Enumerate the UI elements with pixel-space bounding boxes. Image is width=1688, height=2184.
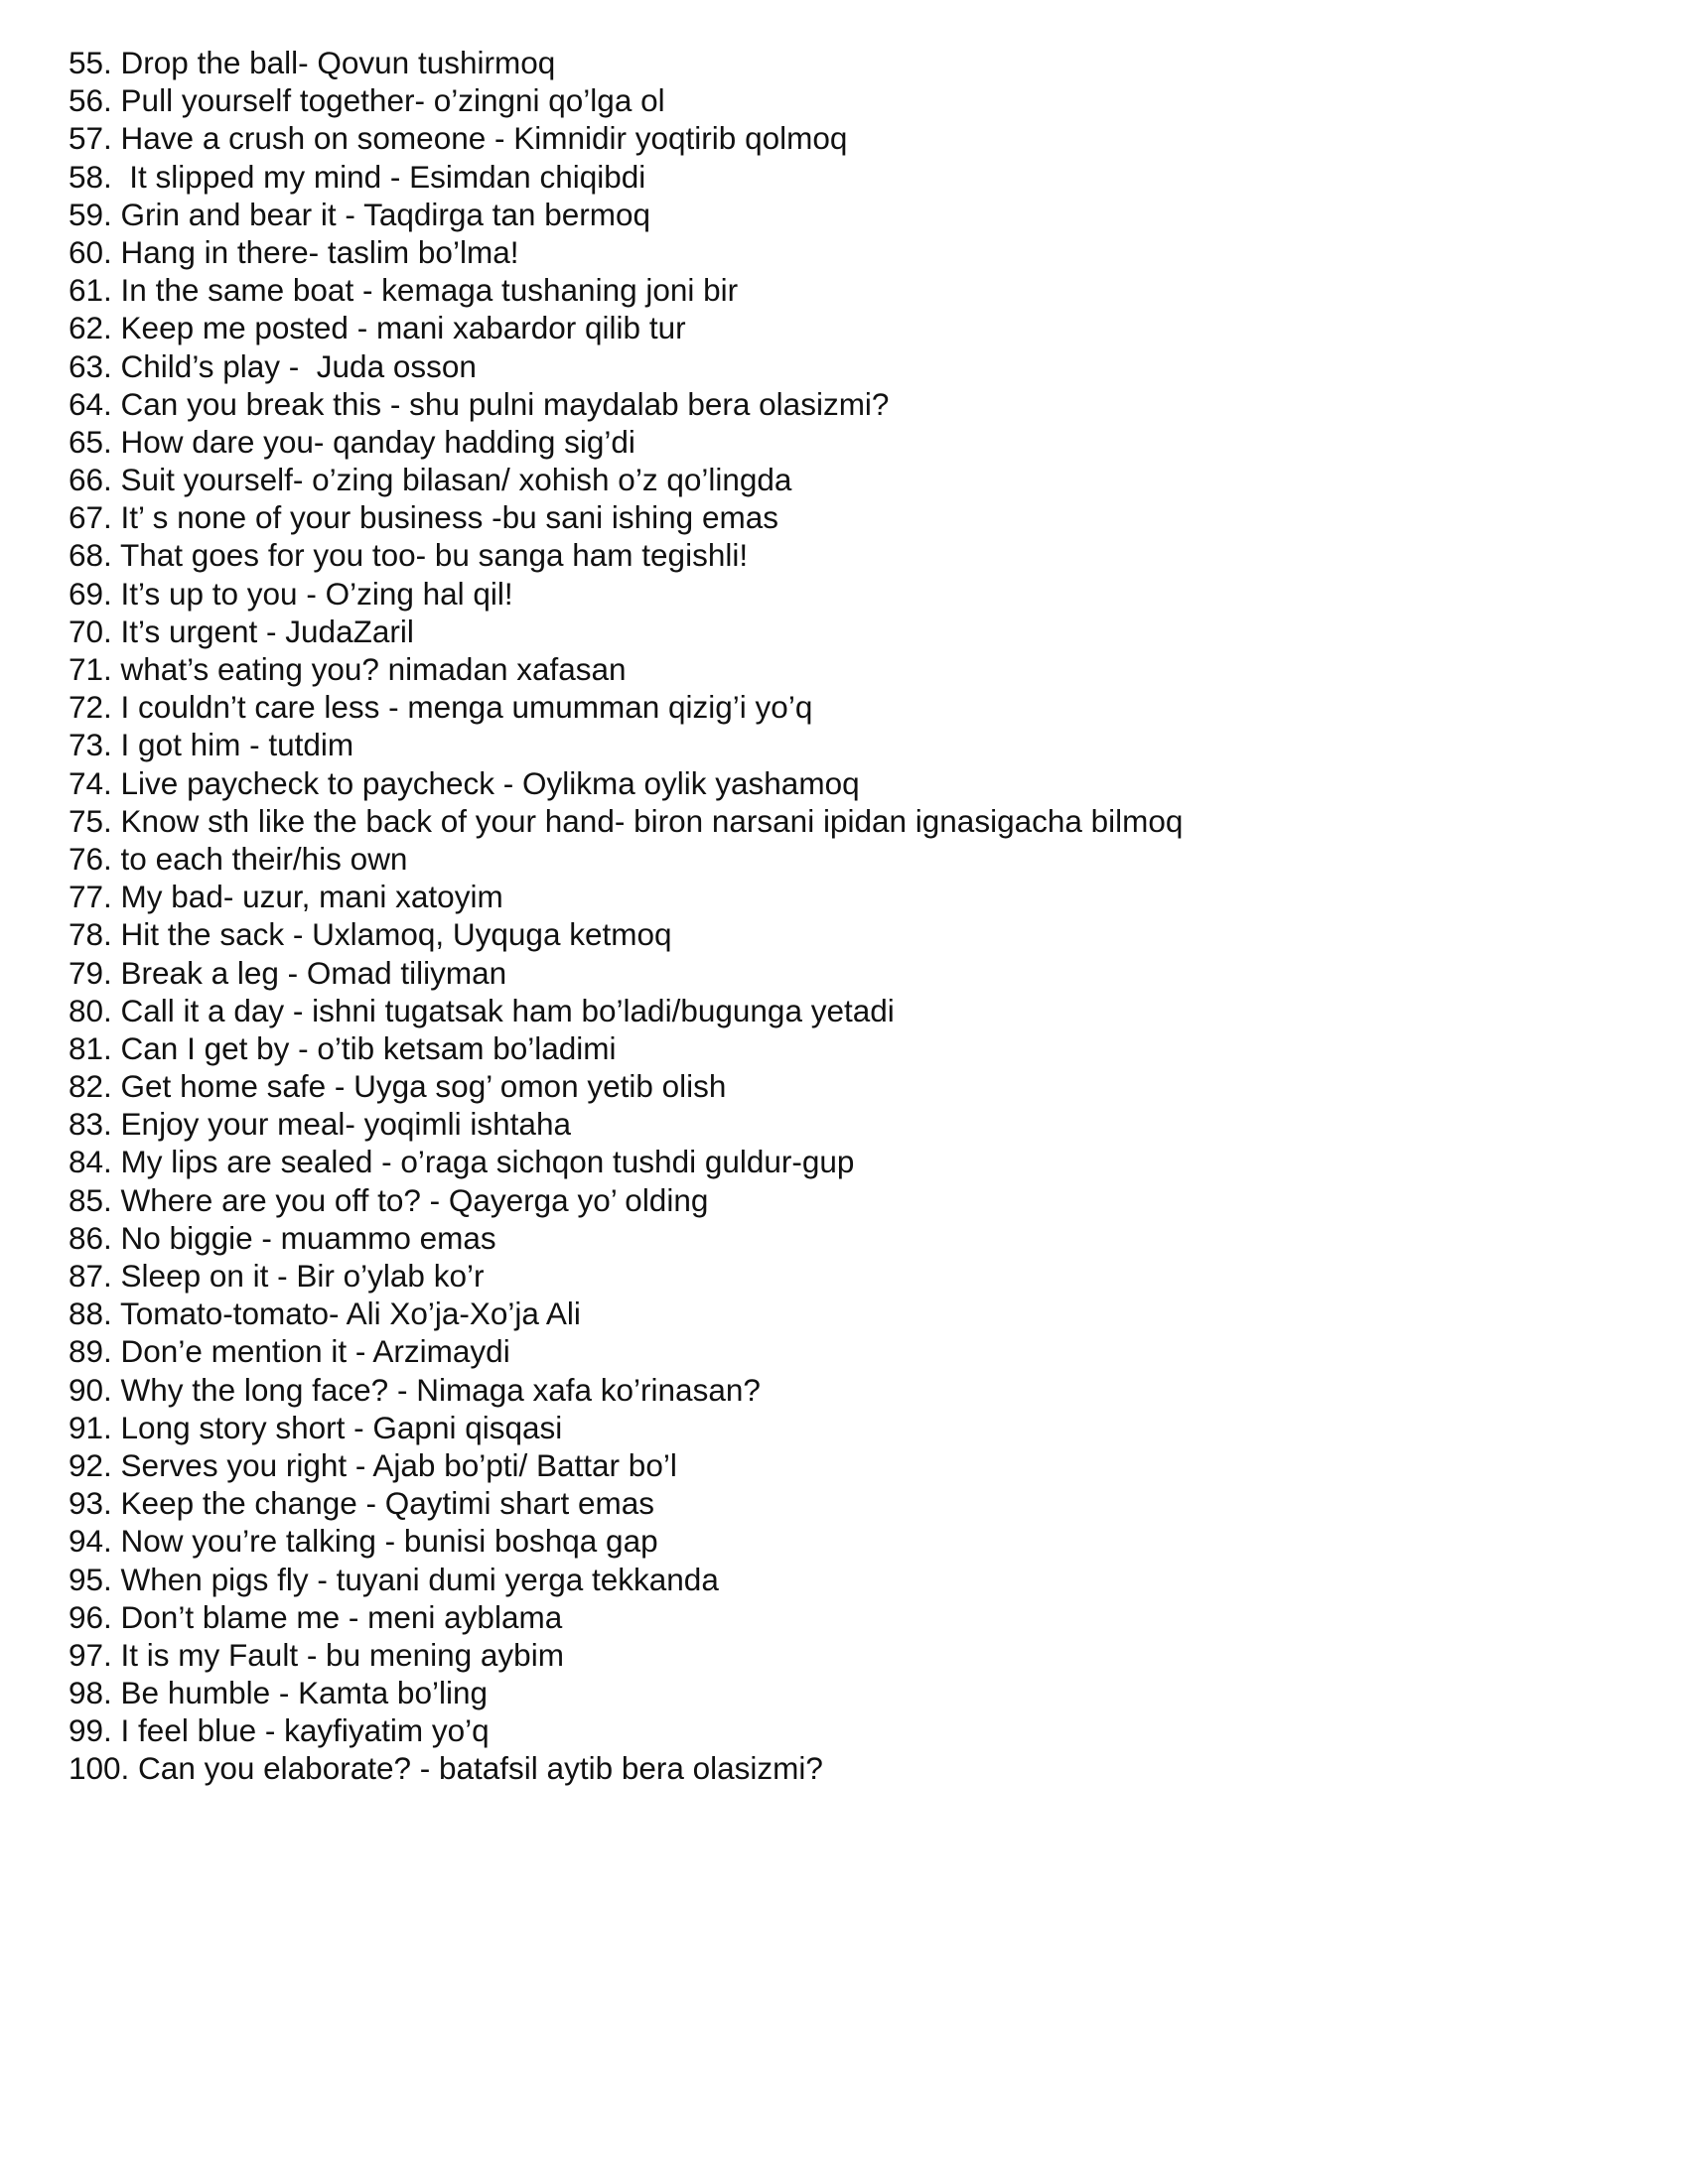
list-item: 63. Child’s play - Juda osson: [69, 347, 477, 384]
list-item: 92. Serves you right - Ajab bo’pti/ Battar bo’l: [69, 1446, 677, 1483]
list-item: 95. When pigs fly - tuyani dumi yerga tekkanda: [69, 1561, 719, 1597]
list-item: 62. Keep me posted - mani xabardor qilib tur: [69, 310, 686, 346]
list-item: 80. Call it a day - ishni tugatsak ham bo’ladi/bugunga yetadi: [69, 992, 895, 1028]
list-item: 78. Hit the sack - Uxlamoq, Uyquga ketmoq: [69, 916, 672, 953]
list-item: 100. Can you elaborate? - batafsil aytib bera olasizmi?: [69, 1750, 823, 1787]
list-item: 59. Grin and bear it - Taqdirga tan bermoq: [69, 196, 651, 232]
list-item: 91. Long story short - Gapni qisqasi: [69, 1409, 563, 1445]
list-item: 67. It’ s none of your business -bu sani ishing emas: [69, 499, 778, 536]
list-item: 65. How dare you- qanday hadding sig’di: [69, 423, 635, 460]
list-item: 73. I got him - tutdim: [69, 727, 354, 763]
list-item: 79. Break a leg - Omad tiliyman: [69, 954, 507, 991]
list-item: 71. what’s eating you? nimadan xafasan: [69, 651, 627, 687]
list-item: 76. to each their/his own: [69, 840, 408, 877]
list-item: 86. No biggie - muammo emas: [69, 1219, 496, 1256]
list-item: 60. Hang in there- taslim bo’lma!: [69, 233, 519, 270]
list-item: 99. I feel blue - kayfiyatim yo’q: [69, 1712, 490, 1749]
list-item: 88. Tomato-tomato- Ali Xo’ja-Xo’ja Ali: [69, 1296, 581, 1332]
list-item: 98. Be humble - Kamta bo’ling: [69, 1675, 488, 1711]
list-item: 87. Sleep on it - Bir o’ylab ko’r: [69, 1258, 485, 1294]
list-item: 56. Pull yourself together- o’zingni qo’lga ol: [69, 82, 665, 119]
list-item: 57. Have a crush on someone - Kimnidir yoqtirib qolmoq: [69, 120, 848, 157]
list-item: 82. Get home safe - Uyga sog’ omon yetib olish: [69, 1068, 727, 1105]
list-item: 89. Don’e mention it - Arzimaydi: [69, 1333, 510, 1370]
list-item: 90. Why the long face? - Nimaga xafa ko’rinasan?: [69, 1371, 761, 1408]
list-item: 66. Suit yourself- o’zing bilasan/ xohish o’z qo’lingda: [69, 462, 792, 498]
list-item: 72. I couldn’t care less - menga umumman qizig’i yo’q: [69, 689, 813, 726]
list-item: 61. In the same boat - kemaga tushaning joni bir: [69, 272, 739, 309]
list-item: 85. Where are you off to? - Qayerga yo’ olding: [69, 1181, 709, 1218]
list-item: 97. It is my Fault - bu mening aybim: [69, 1636, 564, 1673]
list-item: 94. Now you’re talking - bunisi boshqa gap: [69, 1523, 658, 1560]
list-item: 84. My lips are sealed - o’raga sichqon tushdi guldur-gup: [69, 1144, 855, 1180]
list-item: 83. Enjoy your meal- yoqimli ishtaha: [69, 1106, 571, 1143]
list-item: 77. My bad- uzur, mani xatoyim: [69, 879, 503, 915]
list-item: 93. Keep the change - Qaytimi shart emas: [69, 1485, 655, 1522]
list-item: 75. Know sth like the back of your hand- biron narsani ipidan ignasigacha bilmoq: [69, 802, 1184, 839]
list-item: 64. Can you break this - shu pulni maydalab bera olasizmi?: [69, 385, 890, 422]
list-item: 69. It’s up to you - O’zing hal qil!: [69, 575, 513, 612]
list-item: 68. That goes for you too- bu sanga ham tegishli!: [69, 537, 749, 574]
list-item: 58. It slipped my mind - Esimdan chiqibdi: [69, 158, 646, 195]
list-item: 55. Drop the ball- Qovun tushirmoq: [69, 45, 556, 80]
phrase-list: [69, 44, 1183, 1788]
list-item: 81. Can I get by - o’tib ketsam bo’ladimi: [69, 1029, 617, 1066]
list-item: 70. It’s urgent - JudaZaril: [69, 613, 414, 649]
list-item: 96. Don’t blame me - meni ayblama: [69, 1598, 563, 1635]
list-item: 74. Live paycheck to paycheck - Oylikma oylik yashamoq: [69, 764, 860, 801]
